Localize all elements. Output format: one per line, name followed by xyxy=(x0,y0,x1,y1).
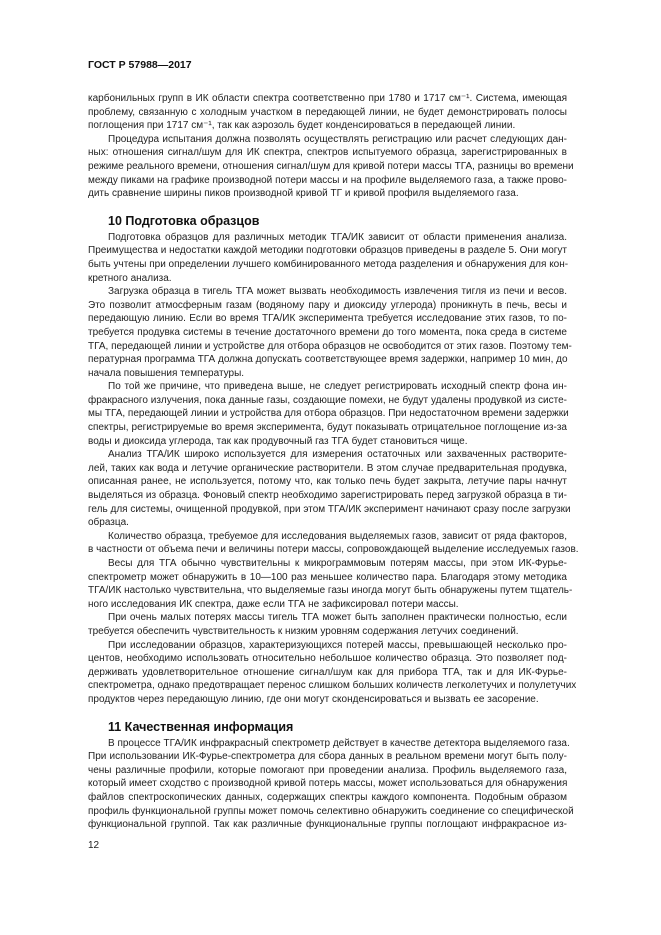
text-line: который имеет сходство с производной кривой потерь массы, может использоваться для обнаружения xyxy=(88,778,568,790)
text-line: файлов спектроскопических данных, содержащих спектры каждого компонента. Подобным образом xyxy=(88,791,567,803)
text-line: ных: отношения сигнал/шум для ИК спектра, спектров испытуемого образца, зарегистрированных в xyxy=(88,147,567,159)
paragraph xyxy=(88,92,567,133)
paragraph xyxy=(88,639,577,707)
section-heading: 11 Качественная информация xyxy=(108,719,294,734)
text-line: выделяться из образца. Фоновый спектр необходимо зарегистрировать перед загрузкой образца в ти- xyxy=(88,490,567,502)
text-line: проблему, связанную с холодным участком в передающей линии, не будет демонстрировать полосы xyxy=(88,106,567,118)
text-line: При использовании ИК-Фурье-спектрометра для сбора данных в реальном времени могут быть полу- xyxy=(88,751,567,763)
text-line: Процедура испытания должна позволять осуществлять регистрацию или расчет следующих дан- xyxy=(108,133,567,145)
text-line: Это позволит атмосферным газам (водяному пару и диоксиду углерода) проникнуть в печь, весы и xyxy=(88,299,567,311)
text-line: центов, необходимо использовать относительно небольшое количество образца. Это позволяет под- xyxy=(88,653,567,665)
text-line: Преимущества и недостатки каждой методики подготовки образцов приведены в разделе 5. Они могут xyxy=(88,245,567,257)
page-number: 12 xyxy=(88,840,100,851)
text-line: гель для системы, очищенной продувкой, при этом ТГА/ИК эксперимент начинают сразу после загрузки xyxy=(88,503,571,515)
text-line: держивать удовлетворительное отношение сигнал/шум как для прибора ТГА, так и для ИК-Фурье- xyxy=(88,666,567,678)
paragraph xyxy=(88,448,571,530)
text-line: Весы для ТГА обычно чувствительны к микрограммовым потерям массы, при этом ИК-Фурье- xyxy=(108,558,567,569)
text-line: требуется обеспечить чувствительность к низким уровням содержания летучих соединений. xyxy=(88,625,519,637)
text-line: спектры, регистрируемые во время эксперимента, будут показывать отрицательное поглощение из-за xyxy=(88,422,567,434)
text-line: профиль функциональной группы может помочь селективно обнаружить соединение со специфической xyxy=(88,805,574,817)
text-line: При очень малых потерях массы тигель ТГА может быть заполнен практически полностью, если xyxy=(108,612,567,624)
paragraph xyxy=(88,530,579,557)
text-line: быть учтены при определении лучшего комбинированного метода разделения и обнаружения для кон- xyxy=(88,258,569,270)
text-line: При исследовании образцов, характеризующихся потерей массы, превышающей несколько про- xyxy=(108,639,567,651)
text-line: поглощения при 1717 см⁻¹, так как аэрозоль будет конденсироваться в передающей линии. xyxy=(88,120,516,132)
running-header: ГОСТ Р 57988—2017 xyxy=(88,59,192,71)
text-line: пературная программа ТГА должна допускать соответствующее время задержки, например 10 мин, до xyxy=(88,354,568,366)
text-line: спектрометр может обнаружить в 10—100 раз меньшее количество пара. Благодаря этому методика xyxy=(88,571,567,583)
text-line: спектрометра, однако предотвращает перенос слишком больших количеств легколетучих и полулетучих xyxy=(88,680,577,692)
text-line: мы ТГА, передающей линии и устройства для отбора образцов. При недостаточном времени задержки xyxy=(88,408,569,420)
text-line: функциональной группой. Так как различные функциональные группы поглощают инфракрасное из- xyxy=(88,819,567,831)
text-line: начала повышения температуры. xyxy=(88,367,245,379)
text-line: карбонильных групп в ИК области спектра соответственно при 1780 и 1717 см⁻¹. Система, имеющая xyxy=(88,93,567,104)
text-line: чены различные профили, которые помогают при проведении анализа. Профиль выделяемого газа, xyxy=(88,764,567,776)
text-line: Количество образца, требуемое для исследования выделяемых газов, зависит от ряда факторов, xyxy=(108,530,567,542)
text-line: фракрасного излучения, пока данные газы, создающие помехи, не будут удалены продувкой из систе- xyxy=(88,394,567,406)
paragraph xyxy=(88,380,567,448)
paragraph xyxy=(88,285,572,380)
text-line: описанная ранее, не используется, потому что, как только печь будет закрыта, летучие пары начнут xyxy=(88,476,567,488)
text-line: требуется продувка системы в течение достаточного времени до того момента, пока среда в системе xyxy=(88,326,567,338)
text-line: ТГА, передающей линии и устройстве для отбора образцов не освободится от этих газов. Поэтому тем- xyxy=(88,340,572,352)
text-line: Анализ ТГА/ИК широко используется для измерения остаточных или захваченных растворите- xyxy=(108,449,567,461)
text-line: Подготовка образцов для различных методик ТГА/ИК зависит от области применения анализа. xyxy=(108,231,567,243)
text-line: ного исследования ИК спектра, даже если ТГА не зафиксировал потери массы. xyxy=(88,598,459,610)
paragraph xyxy=(88,133,574,201)
paragraph xyxy=(88,231,567,285)
text-line: передающую линию. Если во время ТГА/ИК эксперимента требуется исследование этих газов, то по- xyxy=(88,313,567,325)
text-line: образца. xyxy=(88,517,129,529)
text-line: дить сравнение ширины пиков производной кривой ТГ и кривой профиля выделяемого газа. xyxy=(88,188,519,200)
text-line: воды и диоксида углерода, так как продувочный газ ТГА будет становиться чище. xyxy=(88,435,468,447)
text-line: кретного анализа. xyxy=(88,272,172,284)
paragraph xyxy=(88,611,567,638)
text-line: Загрузка образца в тигель ТГА может вызвать необходимость извлечения тигля из печи и весов. xyxy=(108,286,567,298)
text-line: В процессе ТГА/ИК инфракрасный спектрометр действует в качестве детектора выделяемого газа. xyxy=(108,737,570,749)
paragraph xyxy=(88,557,573,611)
text-line: ТГА/ИК настолько чувствительна, что выделяемые газы иногда могут быть обнаружены путем тщатель- xyxy=(88,585,573,597)
text-line: в частности от объема печи и величины потери массы, сопровождающей выделение исследуемых газов. xyxy=(88,544,579,556)
text-line: продуктов через передающую линию, где они могут сконденсироваться и вызвать ее засорение. xyxy=(88,693,539,705)
text-line: между пиками на графике производной потери массы и на профиле выделяемого газа, а также прово- xyxy=(88,174,567,186)
section-heading: 10 Подготовка образцов xyxy=(108,213,260,228)
paragraph xyxy=(88,737,574,832)
text-line: По той же причине, что приведена выше, не следует регистрировать исходный спектр фона ин- xyxy=(108,381,567,393)
document-body xyxy=(88,92,579,832)
text-line: режиме реального времени, отношения сигнал/шум для кривой потери массы ТГА, разницы во времени xyxy=(88,160,574,172)
text-line: лей, таких как вода и летучие органические растворители. В этом случае предварительная продувка, xyxy=(88,462,567,474)
